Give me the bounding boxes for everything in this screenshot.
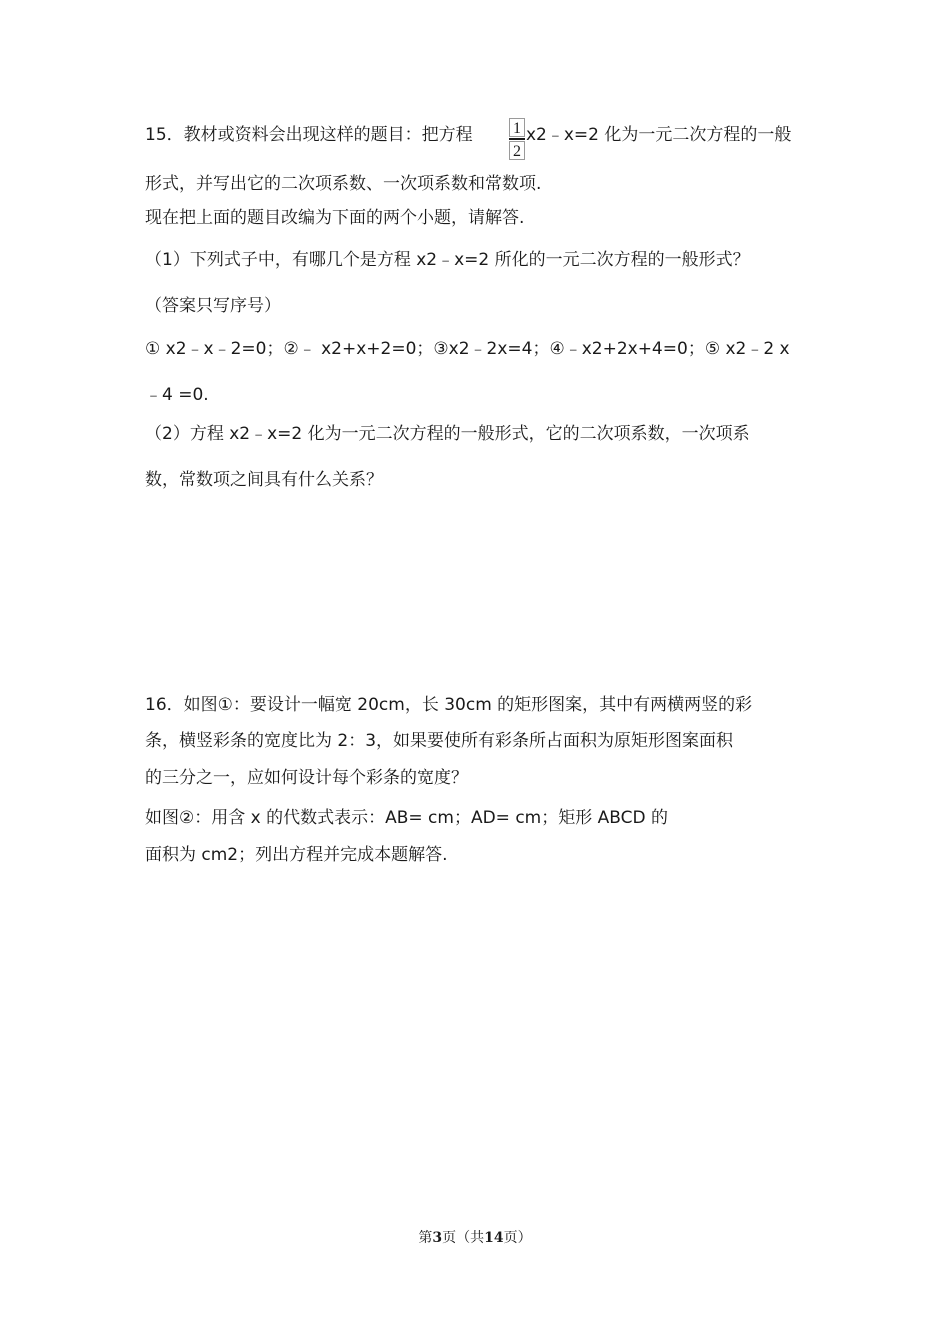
footer-total-pages: 14 (484, 1230, 504, 1246)
footer-mid: 页（共 (442, 1230, 485, 1246)
q15-line-6: ① x2﹣x﹣2=0；②﹣ x2+x+2=0；③x2﹣2x=4；④﹣x2+2x+4=0；⑤ x2﹣2 x (145, 339, 790, 359)
q15-line-7: ﹣4 =0. (145, 385, 209, 405)
q15-line-3: 现在把上面的题目改编为下面的两个小题，请解答. (145, 208, 525, 228)
footer-page-number: 3 (432, 1230, 443, 1246)
q15-line-1a: 15．教材或资料会出现这样的题目：把方程 (145, 125, 473, 145)
q15-line-8: （2）方程 x2﹣x=2 化为一元二次方程的一般形式，它的二次项系数，一次项系 (145, 424, 750, 444)
q16-line-4: 如图②：用含 x 的代数式表示：AB= cm；AD= cm；矩形 ABCD 的 (145, 808, 668, 828)
fraction-bar (509, 138, 525, 140)
q15-line-1b: x2﹣x=2 化为一元二次方程的一般 (526, 125, 792, 145)
q15-line-2: 形式，并写出它的二次项系数、一次项系数和常数项. (145, 174, 542, 194)
q16-line-5: 面积为 cm2；列出方程并完成本题解答. (145, 845, 448, 865)
q15-line-4: （1）下列式子中，有哪几个是方程 x2﹣x=2 所化的一元二次方程的一般形式？ (145, 250, 750, 270)
fraction-one-half (509, 118, 525, 160)
q15-line-5: （答案只写序号） (145, 296, 281, 316)
q16-line-3: 的三分之一，应如何设计每个彩条的宽度？ (145, 768, 468, 788)
footer-suffix: 页） (503, 1230, 532, 1246)
q16-line-2: 条，横竖彩条的宽度比为 2：3，如果要使所有彩条所占面积为原矩形图案面积 (145, 731, 734, 751)
q16-line-1: 16．如图①：要设计一幅宽 20cm，长 30cm 的矩形图案，其中有两横两竖的彩 (145, 695, 753, 715)
footer-prefix: 第 (418, 1230, 433, 1246)
q15-line-9: 数，常数项之间具有什么关系？ (145, 470, 383, 490)
fraction-numerator: 1 (509, 118, 525, 137)
fraction-denominator: 2 (509, 141, 525, 160)
page-footer (0, 1228, 950, 1248)
